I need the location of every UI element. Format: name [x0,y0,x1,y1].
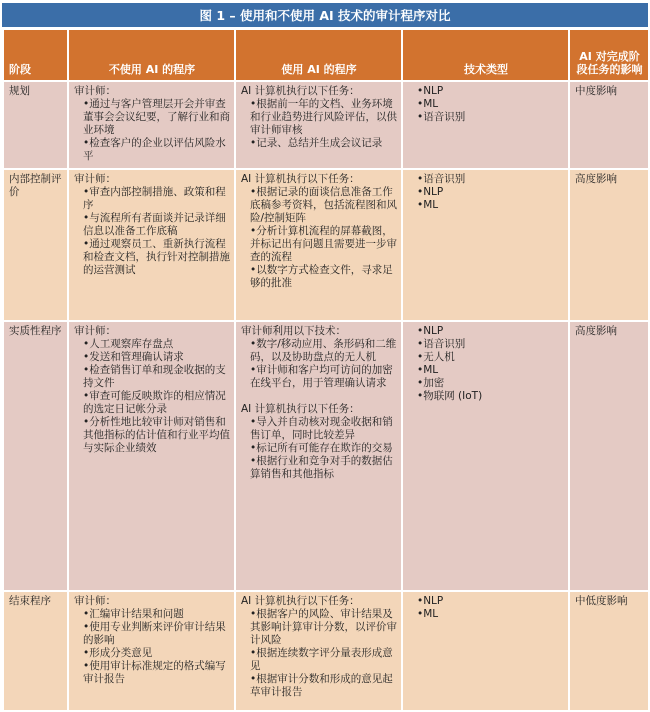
list-item-text: 人工观察库存盘点 [89,338,174,350]
without-ai-cell [68,169,235,321]
bullet-icon: • [83,186,90,198]
figure-title: 图 1 – 使用和不使用 AI 技术的审计程序对比 [2,3,648,27]
list-item [408,173,564,186]
bullet-list [241,338,397,390]
list-item-text: ML [423,98,439,110]
list-item [241,673,397,699]
list-item [408,111,564,124]
list-item-text: 无人机 [423,351,455,363]
list-item-text: 使用专业判断来评价审计结果的影响 [83,621,226,646]
bullet-icon: • [250,364,257,376]
list-item-text: 记录、总结并生成会议记录 [256,137,383,149]
without-ai-cell [68,591,235,711]
bullet-list [241,608,397,699]
list-item-text: 语音识别 [423,338,466,350]
section-intro: AI 计算机执行以下任务： [241,85,360,97]
bullet-icon: • [83,212,90,224]
list-item [408,199,564,212]
list-item [241,137,397,150]
section-intro: AI 计算机执行以下任务： [241,595,360,607]
bullet-list [241,98,397,150]
list-item [74,608,230,621]
section-intro: 审计师利用以下技术： [241,325,346,337]
header-ai-impact: AI 对完成阶段任务的影响 [569,29,649,81]
bullet-list [408,325,564,403]
bullet-list [408,173,564,212]
tech-type-cell [402,81,569,169]
bullet-icon: • [417,85,424,97]
bullet-icon: • [417,608,424,620]
table-row [3,591,649,711]
list-item-text: 审查内部控制措施、政策和程序 [83,186,226,211]
list-item-text: NLP [423,595,444,607]
bullet-icon: • [417,173,424,185]
list-item-text: 通过观察员工、重新执行流程和检查文档，执行针对控制措施的运营测试 [83,238,230,276]
bullet-icon: • [417,390,424,402]
list-item [74,137,230,163]
tech-type-cell [402,169,569,321]
list-item-text: 根据连续数字评分量表形成意见 [250,647,393,672]
list-item [408,595,564,608]
bullet-icon: • [417,186,424,198]
list-item-text: 加密 [423,377,445,389]
list-item [408,98,564,111]
list-item-text: 发送和管理确认请求 [89,351,184,363]
bullet-list [74,338,230,455]
stage-cell: 内部控制评价 [3,169,68,321]
list-item [74,390,230,416]
list-item [408,608,564,621]
list-item [408,351,564,364]
list-item-text: ML [423,364,439,376]
list-item-text: 数字/移动应用、条形码和二维码，以及协助盘点的无人机 [250,338,397,363]
bullet-icon: • [250,338,257,350]
list-item [74,186,230,212]
list-item-text: 通过与客户管理层开会并审查董事会会议纪要，了解行业和商业环境 [83,98,230,136]
section-intro: 审计师： [74,595,116,607]
tech-type-cell [402,321,569,591]
bullet-icon: • [250,416,257,428]
list-item-text: 物联网 (IoT) [423,390,483,402]
list-item-text: 根据记录的面谈信息准备工作底稿参考资料，包括流程图和风险/控制矩阵 [250,186,397,224]
list-item [241,416,397,442]
bullet-icon: • [83,351,90,363]
bullet-list [74,186,230,277]
stage-cell: 规划 [3,81,68,169]
list-item [74,98,230,137]
stage-cell: 结束程序 [3,591,68,711]
list-item-text: 与流程所有者面谈并记录详细信息以准备工作底稿 [83,212,226,237]
list-item [241,608,397,647]
section-intro: 审计师： [74,173,116,185]
list-item [74,660,230,686]
bullet-list [241,186,397,290]
list-item [241,364,397,390]
with-ai-cell [235,591,402,711]
bullet-icon: • [83,238,90,250]
list-item-text: 汇编审计结果和问题 [89,608,184,620]
list-item [241,338,397,364]
with-ai-cell [235,321,402,591]
bullet-list [408,85,564,124]
bullet-icon: • [250,264,257,276]
list-item [408,377,564,390]
impact-cell: 中低度影响 [569,591,649,711]
bullet-icon: • [83,647,90,659]
list-item [408,325,564,338]
list-item [241,455,397,481]
list-item [408,390,564,403]
bullet-icon: • [250,186,257,198]
list-item-text: 根据前一年的文档、业务环境和行业趋势进行风险评估，以供审计师审核 [250,98,397,136]
without-ai-cell [68,81,235,169]
list-item-text: 检查销售订单和现金收据的支持文件 [83,364,226,389]
header-row [3,29,649,81]
with-ai-cell [235,169,402,321]
bullet-icon: • [83,98,90,110]
list-item-text: ML [423,199,439,211]
list-item-text: NLP [423,186,444,198]
list-item-text: 分析性地比较审计师对销售和其他指标的估计值和行业平均值与实际企业绩效 [83,416,230,454]
table-body [3,81,649,711]
list-item [408,338,564,351]
bullet-icon: • [417,98,424,110]
list-item-text: 根据审计分数和形成的意见起草审计报告 [250,673,393,698]
list-item-text: 根据客户的风险、审计结果及其影响计算审计分数，以评价审计风险 [250,608,397,646]
bullet-icon: • [250,647,257,659]
stage-cell: 实质性程序 [3,321,68,591]
bullet-icon: • [417,351,424,363]
list-item [74,647,230,660]
without-ai-cell [68,321,235,591]
list-item [408,186,564,199]
bullet-icon: • [83,338,90,350]
list-item-text: ML [423,608,439,620]
list-item [74,338,230,351]
bullet-icon: • [250,442,257,454]
bullet-list [408,595,564,621]
audit-comparison-table [2,28,650,712]
bullet-icon: • [417,199,424,211]
with-ai-cell [235,81,402,169]
spacer [241,390,397,403]
bullet-icon: • [417,111,424,123]
list-item-text: 语音识别 [423,173,466,185]
list-item-text: 导入并自动核对现金收据和销售订单，同时比较差异 [250,416,393,441]
bullet-icon: • [250,455,257,467]
list-item-text: 分析计算机流程的屏幕截图，并标记出有问题且需要进一步审查的流程 [250,225,397,263]
list-item [74,351,230,364]
list-item-text: 使用审计标准规定的格式编写审计报告 [83,660,226,685]
bullet-icon: • [417,325,424,337]
list-item [241,186,397,225]
bullet-icon: • [83,137,90,149]
list-item [74,416,230,455]
bullet-icon: • [83,660,90,672]
list-item-text: 标记所有可能存在欺诈的交易 [256,442,393,454]
list-item-text: 以数字方式检查文件，寻求足够的批准 [250,264,393,289]
bullet-icon: • [417,364,424,376]
bullet-icon: • [417,338,424,350]
list-item [74,212,230,238]
list-item-text: 审查可能反映欺诈的相应情况的选定日记帐分录 [83,390,226,415]
section-intro: 审计师： [74,85,116,97]
header-without-ai: 不使用 AI 的程序 [68,29,235,81]
bullet-icon: • [417,377,424,389]
list-item-text: 根据行业和竞争对手的数据估算销售和其他指标 [250,455,393,480]
section-intro: 审计师： [74,325,116,337]
list-item-text: 形成分类意见 [89,647,153,659]
list-item-text: NLP [423,325,444,337]
bullet-icon: • [250,98,257,110]
bullet-icon: • [83,416,90,428]
section-intro: AI 计算机执行以下任务： [241,173,360,185]
list-item [241,442,397,455]
list-item [241,225,397,264]
header-with-ai: 使用 AI 的程序 [235,29,402,81]
list-item [241,647,397,673]
list-item-text: 检查客户的企业以评估风险水平 [83,137,226,162]
bullet-list [74,608,230,686]
list-item [408,85,564,98]
header-stage: 阶段 [3,29,68,81]
bullet-icon: • [250,673,257,685]
tech-type-cell [402,591,569,711]
bullet-icon: • [250,608,257,620]
list-item [74,621,230,647]
list-item [408,364,564,377]
bullet-icon: • [83,364,90,376]
bullet-list [74,98,230,163]
table-row [3,321,649,591]
bullet-icon: • [83,621,90,633]
bullet-icon: • [250,225,257,237]
bullet-icon: • [250,137,257,149]
list-item [241,264,397,290]
list-item [74,364,230,390]
impact-cell: 中度影响 [569,81,649,169]
list-item [74,238,230,277]
impact-cell: 高度影响 [569,321,649,591]
impact-cell: 高度影响 [569,169,649,321]
bullet-icon: • [417,595,424,607]
list-item [241,98,397,137]
table-row [3,169,649,321]
list-item-text: NLP [423,85,444,97]
list-item-text: 语音识别 [423,111,466,123]
section-intro: AI 计算机执行以下任务： [241,403,360,415]
header-tech-type: 技术类型 [402,29,569,81]
bullet-list [241,416,397,481]
bullet-icon: • [83,390,90,402]
table-row [3,81,649,169]
list-item-text: 审计师和客户均可访问的加密在线平台，用于管理确认请求 [250,364,393,389]
bullet-icon: • [83,608,90,620]
